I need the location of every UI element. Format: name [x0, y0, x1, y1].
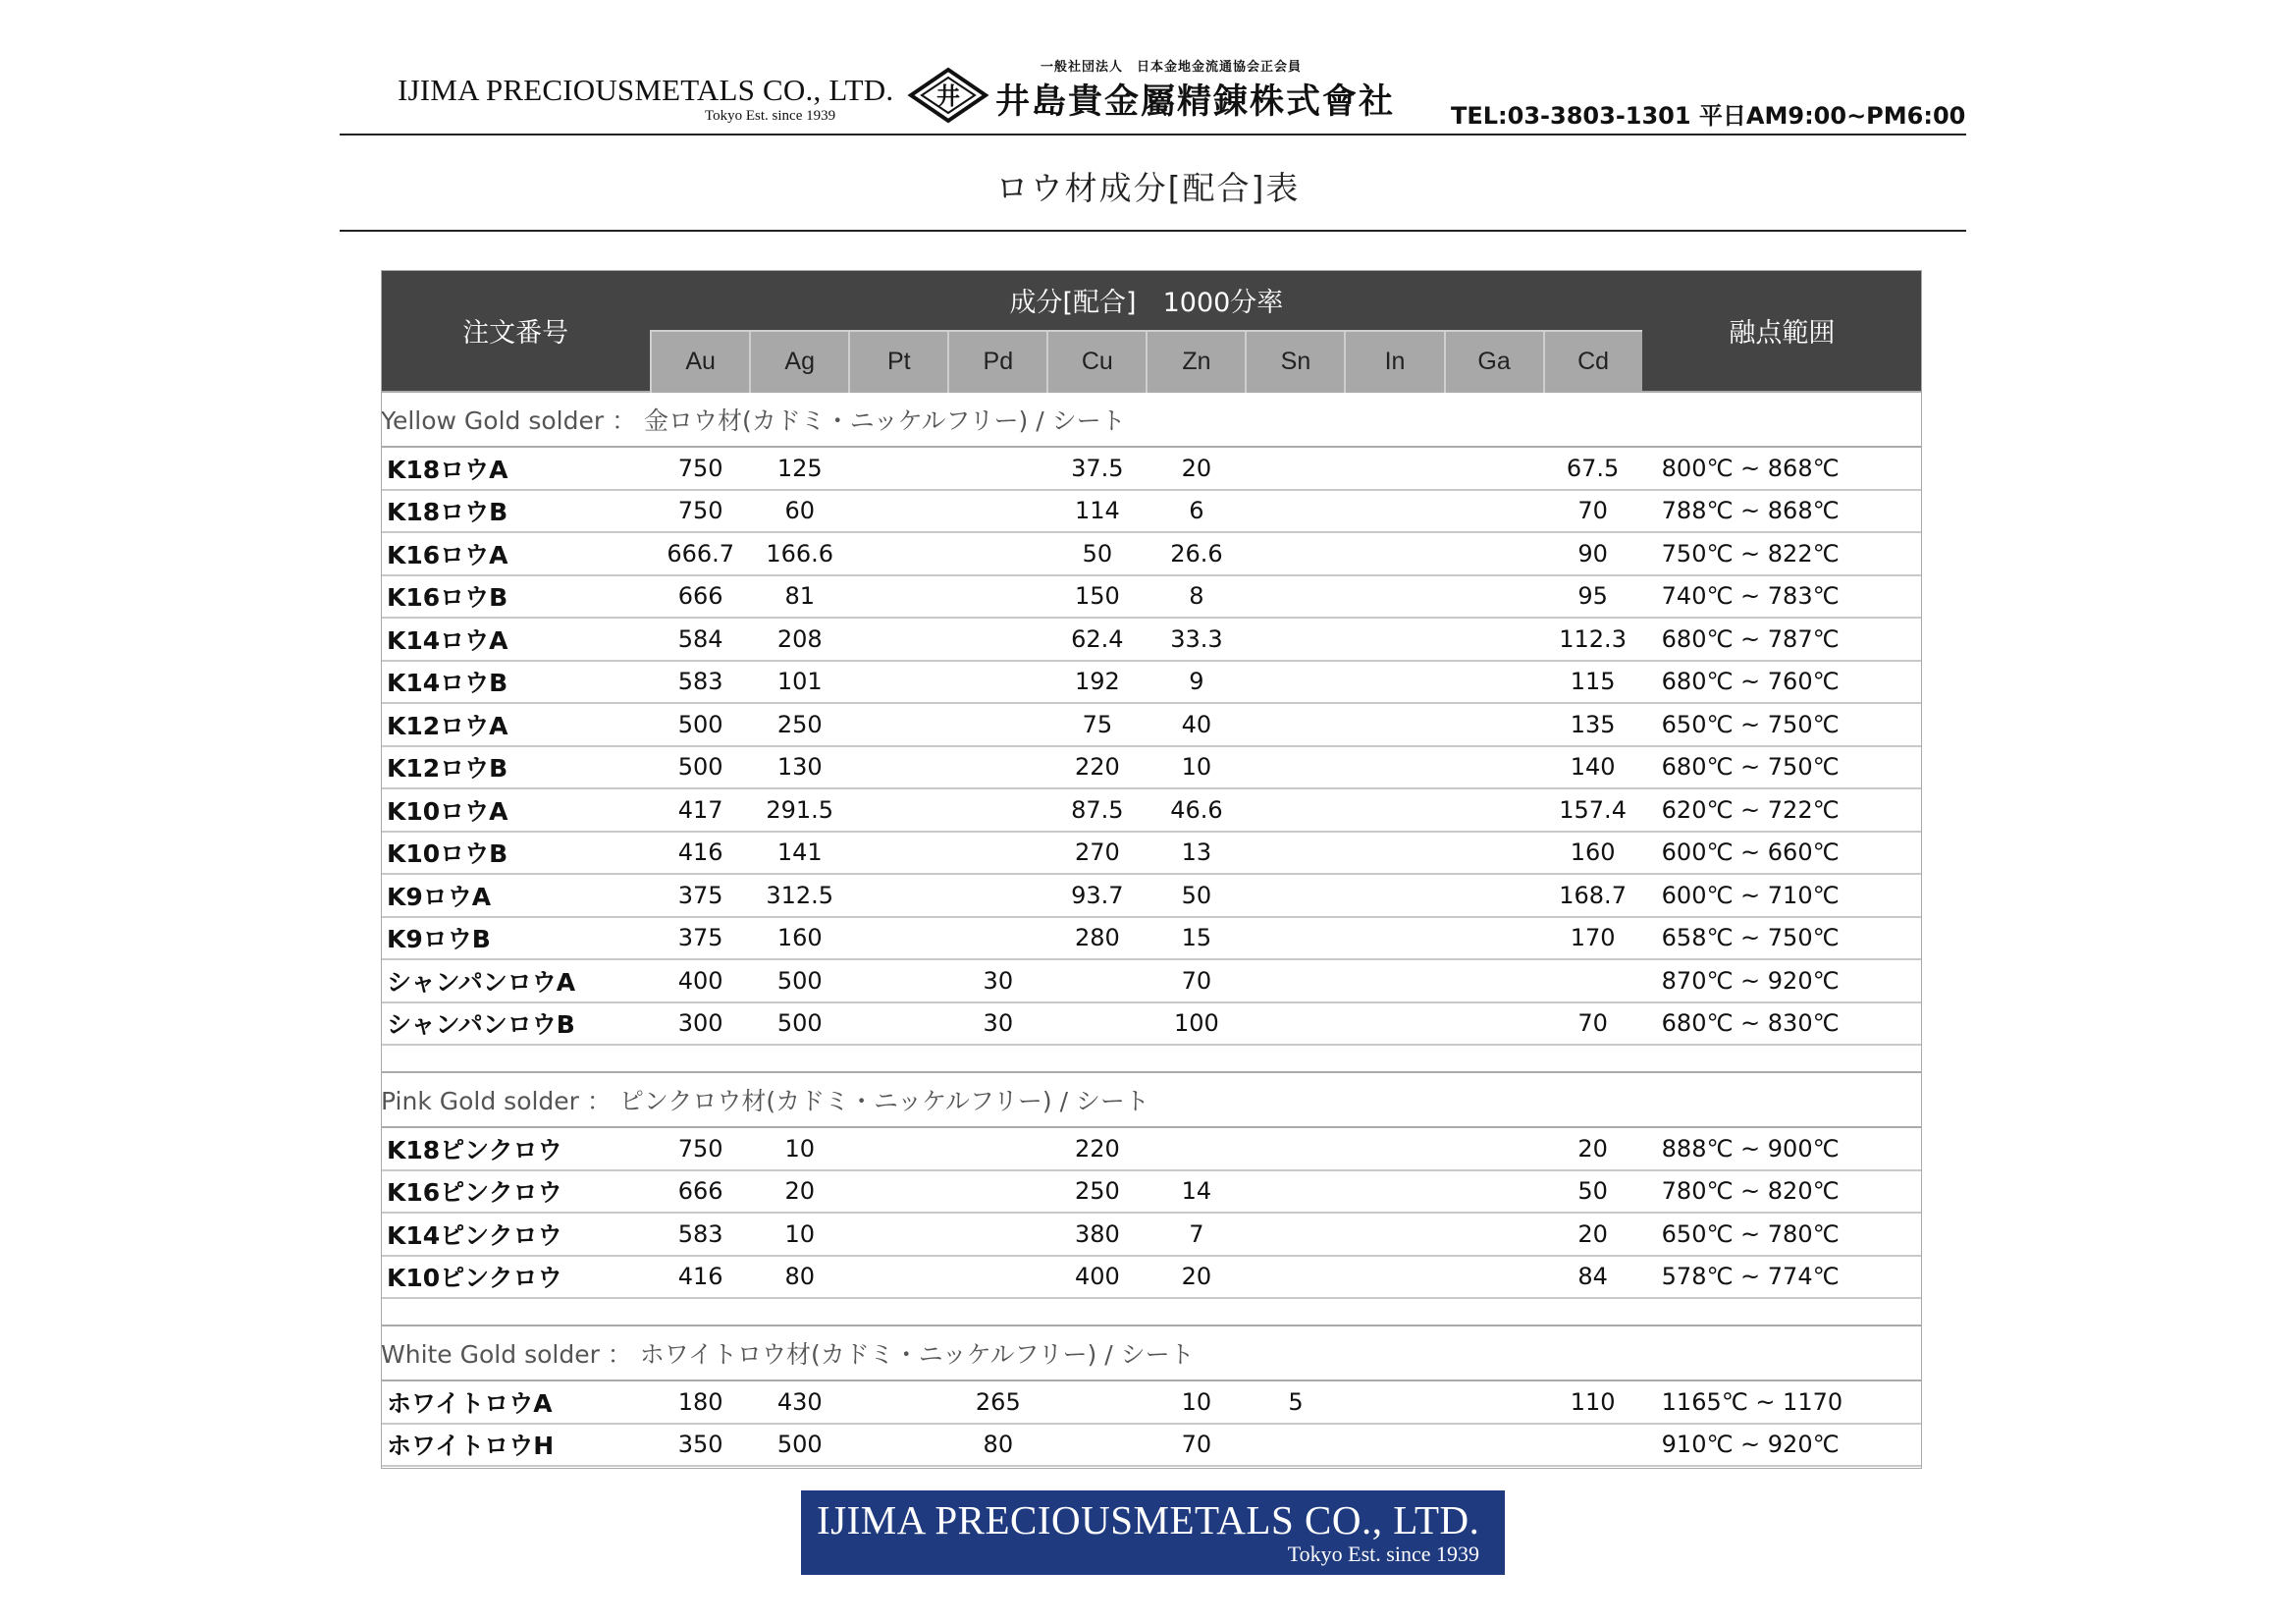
value-cell-in: [1345, 661, 1444, 704]
value-cell-cu: 150: [1047, 575, 1147, 619]
element-header-pt: Pt: [849, 331, 948, 392]
value-cell-cu: [1047, 1424, 1147, 1467]
value-cell-in: [1345, 703, 1444, 746]
order-number-cell: K10ロウB: [381, 832, 651, 875]
value-cell-pd: [948, 832, 1047, 875]
header-melting-range: 融点範囲: [1642, 270, 1922, 392]
footer-company-name: IJIMA PRECIOUSMETALS CO., LTD.: [817, 1497, 1480, 1542]
value-cell-ga: [1445, 788, 1544, 832]
value-cell-pt: [849, 746, 948, 789]
value-cell-pt: [849, 917, 948, 960]
value-cell-pt: [849, 618, 948, 661]
value-cell-zn: 13: [1147, 832, 1246, 875]
melting-range-cell: 910℃ ~ 920℃: [1642, 1424, 1922, 1467]
value-cell-cu: 75: [1047, 703, 1147, 746]
melting-range-cell: 1165℃ ~ 1170: [1642, 1380, 1922, 1424]
value-cell-ga: [1445, 532, 1544, 575]
value-cell-pd: 30: [948, 1002, 1047, 1046]
value-cell-au: 350: [651, 1424, 750, 1467]
value-cell-pt: [849, 575, 948, 619]
value-cell-ga: [1445, 1213, 1544, 1256]
value-cell-pd: 265: [948, 1380, 1047, 1424]
value-cell-ga: [1445, 832, 1544, 875]
value-cell-ag: 500: [750, 1424, 849, 1467]
value-cell-cd: 50: [1544, 1170, 1642, 1214]
value-cell-sn: [1246, 1170, 1345, 1214]
value-cell-ga: [1445, 618, 1544, 661]
value-cell-pt: [849, 832, 948, 875]
value-cell-zn: 40: [1147, 703, 1246, 746]
value-cell-sn: 5: [1246, 1380, 1345, 1424]
value-cell-cu: 280: [1047, 917, 1147, 960]
value-cell-au: 666: [651, 1170, 750, 1214]
melting-range-cell: 650℃ ~ 780℃: [1642, 1213, 1922, 1256]
value-cell-sn: [1246, 1424, 1345, 1467]
order-number-cell: K10ロウA: [381, 788, 651, 832]
order-number-cell: K12ロウB: [381, 746, 651, 789]
element-header-pd: Pd: [948, 331, 1047, 392]
value-cell-pd: 30: [948, 959, 1047, 1002]
value-cell-cd: 140: [1544, 746, 1642, 789]
value-cell-in: [1345, 1002, 1444, 1046]
value-cell-ag: 166.6: [750, 532, 849, 575]
value-cell-ag: 60: [750, 490, 849, 533]
melting-range-cell: 600℃ ~ 660℃: [1642, 832, 1922, 875]
value-cell-cd: 110: [1544, 1380, 1642, 1424]
element-header-cd: Cd: [1544, 331, 1642, 392]
value-cell-zn: 20: [1147, 447, 1246, 490]
table-row: [381, 746, 1922, 789]
value-cell-pt: [849, 490, 948, 533]
value-cell-cu: 270: [1047, 832, 1147, 875]
value-cell-pd: [948, 447, 1047, 490]
value-cell-sn: [1246, 959, 1345, 1002]
value-cell-cu: 220: [1047, 746, 1147, 789]
header-rule: [340, 134, 1966, 135]
section-title: White Gold solder ： ホワイトロウ材(カドミ・ニッケルフリー) / シート: [381, 1325, 1922, 1380]
value-cell-ag: 80: [750, 1256, 849, 1299]
melting-range-cell: 680℃ ~ 830℃: [1642, 1002, 1922, 1046]
value-cell-cu: 220: [1047, 1127, 1147, 1170]
value-cell-cu: [1047, 1002, 1147, 1046]
value-cell-ag: 141: [750, 832, 849, 875]
value-cell-cu: 93.7: [1047, 874, 1147, 917]
value-cell-pt: [849, 1002, 948, 1046]
table-row: [381, 447, 1922, 490]
value-cell-pt: [849, 874, 948, 917]
melting-range-cell: 740℃ ~ 783℃: [1642, 575, 1922, 619]
section-header-row: [381, 392, 1922, 447]
value-cell-pd: 80: [948, 1424, 1047, 1467]
value-cell-pd: [948, 490, 1047, 533]
value-cell-in: [1345, 490, 1444, 533]
ijima-crest-icon: [907, 67, 989, 124]
value-cell-ag: 291.5: [750, 788, 849, 832]
order-number-cell: K14ピンクロウ: [381, 1213, 651, 1256]
value-cell-sn: [1246, 832, 1345, 875]
value-cell-zn: 10: [1147, 1380, 1246, 1424]
contact-phone-hours: TEL:03-3803-1301 平日AM9:00~PM6:00: [1451, 102, 1966, 130]
header-order-number: 注文番号: [381, 270, 651, 392]
section-title: Pink Gold solder ： ピンクロウ材(カドミ・ニッケルフリー) / シート: [381, 1072, 1922, 1127]
melting-range-cell: 870℃ ~ 920℃: [1642, 959, 1922, 1002]
section-header-row: [381, 1325, 1922, 1380]
table-row: [381, 1002, 1922, 1046]
value-cell-cd: 112.3: [1544, 618, 1642, 661]
value-cell-au: 400: [651, 959, 750, 1002]
table-row: [381, 1380, 1922, 1424]
value-cell-in: [1345, 832, 1444, 875]
value-cell-sn: [1246, 788, 1345, 832]
value-cell-in: [1345, 746, 1444, 789]
value-cell-pd: [948, 618, 1047, 661]
melting-range-cell: 680℃ ~ 787℃: [1642, 618, 1922, 661]
value-cell-sn: [1246, 447, 1345, 490]
order-number-cell: K9ロウB: [381, 917, 651, 960]
value-cell-au: 375: [651, 874, 750, 917]
composition-table: [381, 270, 1922, 1467]
value-cell-cd: [1544, 959, 1642, 1002]
order-number-cell: ホワイトロウA: [381, 1380, 651, 1424]
value-cell-zn: 10: [1147, 746, 1246, 789]
melting-range-cell: 750℃ ~ 822℃: [1642, 532, 1922, 575]
value-cell-ga: [1445, 959, 1544, 1002]
value-cell-ga: [1445, 490, 1544, 533]
value-cell-ga: [1445, 1380, 1544, 1424]
value-cell-au: 300: [651, 1002, 750, 1046]
value-cell-sn: [1246, 703, 1345, 746]
value-cell-sn: [1246, 1127, 1345, 1170]
melting-range-cell: 680℃ ~ 760℃: [1642, 661, 1922, 704]
element-header-ag: Ag: [750, 331, 849, 392]
value-cell-pt: [849, 1256, 948, 1299]
value-cell-pt: [849, 661, 948, 704]
value-cell-cu: [1047, 1380, 1147, 1424]
order-number-cell: シャンパンロウA: [381, 959, 651, 1002]
order-number-cell: K14ロウA: [381, 618, 651, 661]
melting-range-cell: 578℃ ~ 774℃: [1642, 1256, 1922, 1299]
table-row: [381, 917, 1922, 960]
value-cell-cd: 90: [1544, 532, 1642, 575]
value-cell-sn: [1246, 1002, 1345, 1046]
value-cell-pt: [849, 1424, 948, 1467]
table-row: [381, 532, 1922, 575]
value-cell-au: 666.7: [651, 532, 750, 575]
value-cell-zn: 20: [1147, 1256, 1246, 1299]
value-cell-au: 750: [651, 1127, 750, 1170]
value-cell-sn: [1246, 490, 1345, 533]
value-cell-ag: 101: [750, 661, 849, 704]
value-cell-ga: [1445, 874, 1544, 917]
title-rule: [340, 230, 1966, 232]
value-cell-sn: [1246, 661, 1345, 704]
value-cell-zn: 14: [1147, 1170, 1246, 1214]
table-row: [381, 1424, 1922, 1467]
value-cell-zn: 70: [1147, 959, 1246, 1002]
value-cell-pd: [948, 1213, 1047, 1256]
value-cell-pd: [948, 532, 1047, 575]
order-number-cell: K18ロウA: [381, 447, 651, 490]
melting-range-cell: 888℃ ~ 900℃: [1642, 1127, 1922, 1170]
table-row: [381, 832, 1922, 875]
value-cell-cd: 20: [1544, 1127, 1642, 1170]
table-row: [381, 874, 1922, 917]
value-cell-pd: [948, 1127, 1047, 1170]
value-cell-cd: 135: [1544, 703, 1642, 746]
value-cell-pd: [948, 874, 1047, 917]
value-cell-ag: 10: [750, 1127, 849, 1170]
value-cell-cu: 250: [1047, 1170, 1147, 1214]
value-cell-pd: [948, 703, 1047, 746]
spacer-cell: [381, 1045, 1922, 1072]
association-membership: 一般社団法人 日本金地金流通協会正会員: [1041, 60, 1303, 75]
section-title: Yellow Gold solder ： 金ロウ材(カドミ・ニッケルフリー) / シート: [381, 392, 1922, 447]
value-cell-ag: 81: [750, 575, 849, 619]
value-cell-pt: [849, 1170, 948, 1214]
header-composition: 成分[配合] 1000分率: [651, 270, 1642, 331]
value-cell-in: [1345, 1256, 1444, 1299]
table-row: [381, 703, 1922, 746]
value-cell-au: 750: [651, 490, 750, 533]
value-cell-in: [1345, 1127, 1444, 1170]
value-cell-cu: 87.5: [1047, 788, 1147, 832]
order-number-cell: シャンパンロウB: [381, 1002, 651, 1046]
value-cell-pd: [948, 746, 1047, 789]
section-header-row: [381, 1072, 1922, 1127]
value-cell-ga: [1445, 917, 1544, 960]
order-number-cell: K12ロウA: [381, 703, 651, 746]
value-cell-au: 750: [651, 447, 750, 490]
value-cell-cd: 170: [1544, 917, 1642, 960]
value-cell-au: 583: [651, 661, 750, 704]
value-cell-cd: 115: [1544, 661, 1642, 704]
melting-range-cell: 600℃ ~ 710℃: [1642, 874, 1922, 917]
value-cell-pd: [948, 1170, 1047, 1214]
table-row: [381, 788, 1922, 832]
melting-range-cell: 800℃ ~ 868℃: [1642, 447, 1922, 490]
value-cell-au: 583: [651, 1213, 750, 1256]
value-cell-ga: [1445, 661, 1544, 704]
value-cell-sn: [1246, 532, 1345, 575]
value-cell-in: [1345, 959, 1444, 1002]
value-cell-cu: 37.5: [1047, 447, 1147, 490]
value-cell-au: 416: [651, 1256, 750, 1299]
value-cell-ag: 160: [750, 917, 849, 960]
order-number-cell: K18ロウB: [381, 490, 651, 533]
company-name-en: IJIMA PRECIOUSMETALS CO., LTD.: [398, 73, 894, 107]
value-cell-ag: 20: [750, 1170, 849, 1214]
value-cell-ga: [1445, 1002, 1544, 1046]
value-cell-ag: 500: [750, 959, 849, 1002]
value-cell-zn: 15: [1147, 917, 1246, 960]
value-cell-cd: 157.4: [1544, 788, 1642, 832]
value-cell-au: 666: [651, 575, 750, 619]
element-header-zn: Zn: [1147, 331, 1246, 392]
value-cell-au: 584: [651, 618, 750, 661]
melting-range-cell: 620℃ ~ 722℃: [1642, 788, 1922, 832]
order-number-cell: K16ピンクロウ: [381, 1170, 651, 1214]
table-row: [381, 618, 1922, 661]
melting-range-cell: 680℃ ~ 750℃: [1642, 746, 1922, 789]
page-title: ロウ材成分[配合]表: [995, 169, 1301, 207]
value-cell-ga: [1445, 1424, 1544, 1467]
table-row: [381, 575, 1922, 619]
value-cell-ag: 130: [750, 746, 849, 789]
element-header-au: Au: [651, 331, 750, 392]
value-cell-sn: [1246, 618, 1345, 661]
value-cell-pt: [849, 447, 948, 490]
value-cell-au: 500: [651, 703, 750, 746]
value-cell-zn: 6: [1147, 490, 1246, 533]
value-cell-sn: [1246, 917, 1345, 960]
section-spacer: [381, 1298, 1922, 1325]
value-cell-pt: [849, 1380, 948, 1424]
table-row: [381, 490, 1922, 533]
value-cell-ga: [1445, 746, 1544, 789]
value-cell-ag: 250: [750, 703, 849, 746]
order-number-cell: K18ピンクロウ: [381, 1127, 651, 1170]
value-cell-cd: 168.7: [1544, 874, 1642, 917]
value-cell-cd: 70: [1544, 1002, 1642, 1046]
order-number-cell: K14ロウB: [381, 661, 651, 704]
footer-established-note: Tokyo Est. since 1939: [1287, 1542, 1479, 1566]
value-cell-sn: [1246, 874, 1345, 917]
value-cell-zn: 46.6: [1147, 788, 1246, 832]
value-cell-in: [1345, 874, 1444, 917]
value-cell-pt: [849, 959, 948, 1002]
order-number-cell: K16ロウB: [381, 575, 651, 619]
value-cell-au: 180: [651, 1380, 750, 1424]
table-row: [381, 1170, 1922, 1214]
value-cell-pd: [948, 661, 1047, 704]
value-cell-pt: [849, 532, 948, 575]
table-header: [381, 270, 1922, 392]
value-cell-pt: [849, 1127, 948, 1170]
value-cell-in: [1345, 575, 1444, 619]
value-cell-in: [1345, 1424, 1444, 1467]
value-cell-ga: [1445, 703, 1544, 746]
value-cell-sn: [1246, 746, 1345, 789]
value-cell-in: [1345, 1213, 1444, 1256]
value-cell-zn: 8: [1147, 575, 1246, 619]
element-header-ga: Ga: [1445, 331, 1544, 392]
value-cell-pt: [849, 788, 948, 832]
order-number-cell: ホワイトロウH: [381, 1424, 651, 1467]
value-cell-cu: 380: [1047, 1213, 1147, 1256]
melting-range-cell: 658℃ ~ 750℃: [1642, 917, 1922, 960]
value-cell-cd: 95: [1544, 575, 1642, 619]
value-cell-cu: 192: [1047, 661, 1147, 704]
element-header-sn: Sn: [1246, 331, 1345, 392]
value-cell-in: [1345, 447, 1444, 490]
value-cell-ga: [1445, 1170, 1544, 1214]
table-row: [381, 661, 1922, 704]
value-cell-cd: 160: [1544, 832, 1642, 875]
value-cell-cd: 67.5: [1544, 447, 1642, 490]
order-number-cell: K10ピンクロウ: [381, 1256, 651, 1299]
order-number-cell: K16ロウA: [381, 532, 651, 575]
value-cell-cd: 20: [1544, 1213, 1642, 1256]
order-number-cell: K9ロウA: [381, 874, 651, 917]
value-cell-in: [1345, 1170, 1444, 1214]
value-cell-zn: 50: [1147, 874, 1246, 917]
value-cell-cu: 62.4: [1047, 618, 1147, 661]
value-cell-ag: 125: [750, 447, 849, 490]
value-cell-zn: 26.6: [1147, 532, 1246, 575]
value-cell-zn: 33.3: [1147, 618, 1246, 661]
value-cell-in: [1345, 788, 1444, 832]
value-cell-au: 375: [651, 917, 750, 960]
element-header-cu: Cu: [1047, 331, 1147, 392]
value-cell-cd: 70: [1544, 490, 1642, 533]
value-cell-cu: [1047, 959, 1147, 1002]
table-row: [381, 1127, 1922, 1170]
table-row: [381, 1213, 1922, 1256]
value-cell-ga: [1445, 1256, 1544, 1299]
melting-range-cell: 650℃ ~ 750℃: [1642, 703, 1922, 746]
value-cell-ga: [1445, 575, 1544, 619]
established-note: Tokyo Est. since 1939: [705, 108, 836, 124]
value-cell-in: [1345, 532, 1444, 575]
melting-range-cell: 780℃ ~ 820℃: [1642, 1170, 1922, 1214]
value-cell-au: 417: [651, 788, 750, 832]
value-cell-pd: [948, 575, 1047, 619]
value-cell-pt: [849, 1213, 948, 1256]
value-cell-sn: [1246, 1213, 1345, 1256]
value-cell-sn: [1246, 575, 1345, 619]
value-cell-zn: [1147, 1127, 1246, 1170]
footer-banner: [801, 1490, 1505, 1575]
svg-text:井: 井: [936, 82, 960, 110]
value-cell-cd: [1544, 1424, 1642, 1467]
value-cell-ag: 10: [750, 1213, 849, 1256]
value-cell-ag: 500: [750, 1002, 849, 1046]
value-cell-in: [1345, 917, 1444, 960]
value-cell-cd: 84: [1544, 1256, 1642, 1299]
value-cell-ag: 208: [750, 618, 849, 661]
value-cell-cu: 114: [1047, 490, 1147, 533]
table-body: [381, 392, 1922, 1466]
value-cell-zn: 9: [1147, 661, 1246, 704]
table-row: [381, 959, 1922, 1002]
value-cell-au: 416: [651, 832, 750, 875]
value-cell-pt: [849, 703, 948, 746]
value-cell-zn: 100: [1147, 1002, 1246, 1046]
value-cell-ga: [1445, 447, 1544, 490]
melting-range-cell: 788℃ ~ 868℃: [1642, 490, 1922, 533]
value-cell-ag: 430: [750, 1380, 849, 1424]
value-cell-ag: 312.5: [750, 874, 849, 917]
company-name-jp: 井島貴金屬精錬株式會社: [995, 82, 1396, 122]
value-cell-pd: [948, 788, 1047, 832]
element-header-in: In: [1345, 331, 1444, 392]
value-cell-sn: [1246, 1256, 1345, 1299]
value-cell-ga: [1445, 1127, 1544, 1170]
value-cell-cu: 50: [1047, 532, 1147, 575]
spacer-cell: [381, 1298, 1922, 1325]
value-cell-pd: [948, 917, 1047, 960]
value-cell-in: [1345, 1380, 1444, 1424]
value-cell-au: 500: [651, 746, 750, 789]
section-spacer: [381, 1045, 1922, 1072]
value-cell-zn: 7: [1147, 1213, 1246, 1256]
value-cell-in: [1345, 618, 1444, 661]
value-cell-pd: [948, 1256, 1047, 1299]
value-cell-cu: 400: [1047, 1256, 1147, 1299]
table-row: [381, 1256, 1922, 1299]
value-cell-zn: 70: [1147, 1424, 1246, 1467]
